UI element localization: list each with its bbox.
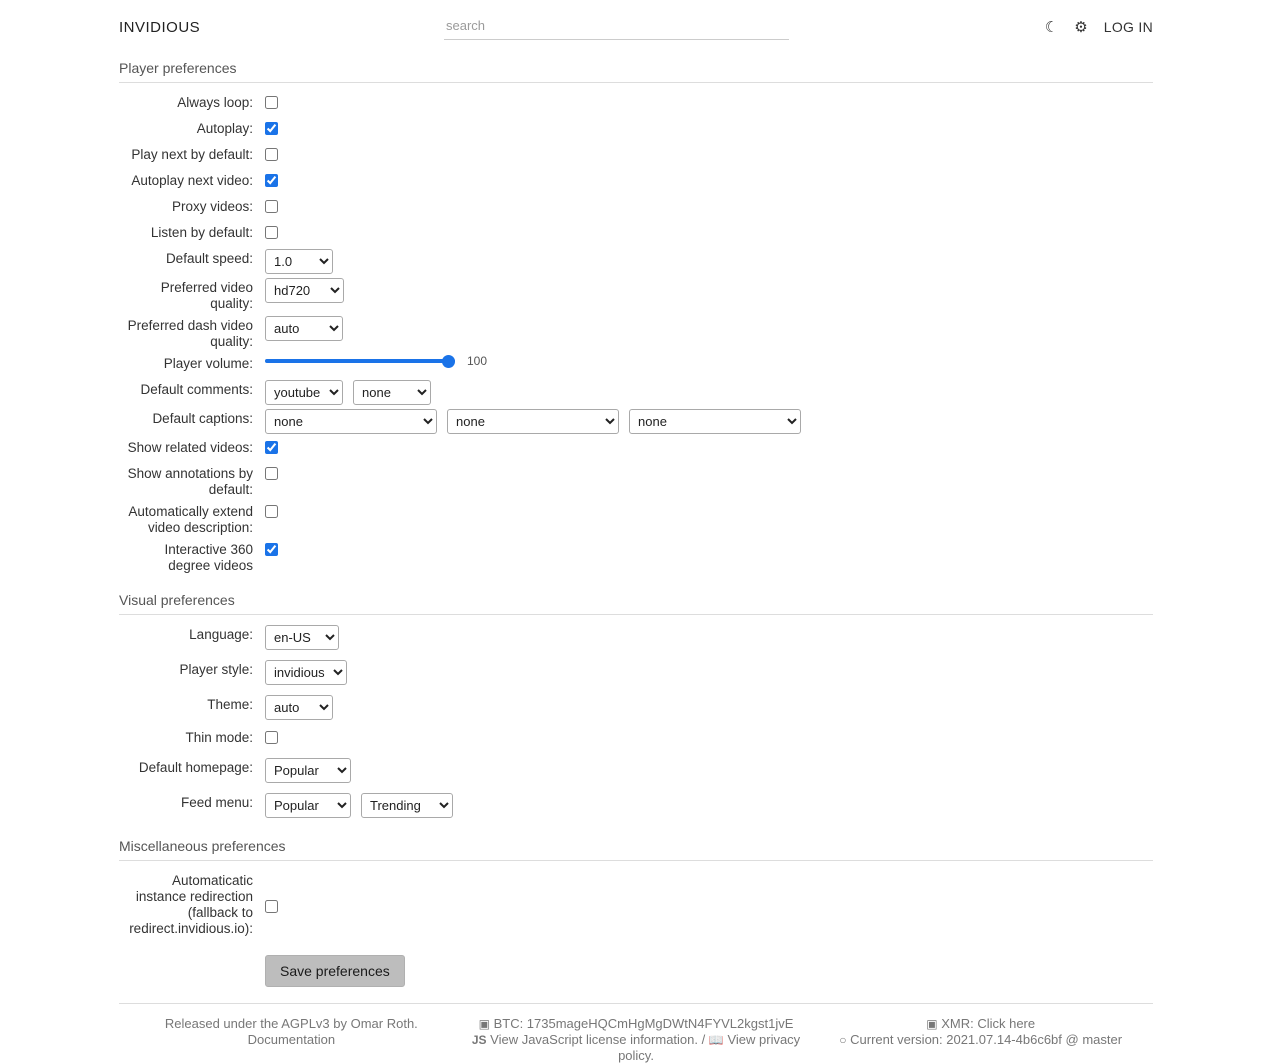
select-default-captions-3[interactable] bbox=[629, 409, 801, 434]
pref-row-default-homepage bbox=[119, 758, 1153, 783]
label-autoplay: Autoplay: bbox=[196, 121, 253, 136]
checkbox-autoplay-next[interactable] bbox=[265, 174, 278, 187]
checkbox-instance-redirect[interactable] bbox=[265, 900, 278, 913]
xmr-link[interactable]: XMR: Click here bbox=[941, 1016, 1036, 1031]
label-autoplay-next: Autoplay next video: bbox=[131, 173, 253, 188]
select-default-comments-2[interactable] bbox=[353, 380, 431, 405]
label-proxy-videos: Proxy videos: bbox=[171, 199, 253, 214]
top-navbar bbox=[0, 0, 1272, 54]
select-video-quality[interactable] bbox=[265, 278, 344, 303]
label-default-comments: Default comments: bbox=[140, 382, 253, 397]
label-default-speed: Default speed: bbox=[165, 251, 253, 266]
footer-separator: / bbox=[701, 1032, 706, 1047]
pref-row-instance-redirect bbox=[119, 871, 1153, 937]
player-volume-value: 100 bbox=[467, 354, 488, 368]
label-annotations: Show annotations by default: bbox=[127, 466, 253, 497]
label-listen-default: Listen by default: bbox=[150, 225, 253, 240]
moon-icon[interactable]: ☾ bbox=[1044, 18, 1059, 36]
javascript-license-link[interactable]: View JavaScript license information. bbox=[490, 1032, 698, 1047]
select-player-style[interactable] bbox=[265, 660, 347, 685]
checkbox-always-loop[interactable] bbox=[265, 96, 278, 109]
label-dash-quality: Preferred dash video quality: bbox=[127, 318, 253, 349]
select-default-comments-1[interactable] bbox=[265, 380, 343, 405]
btc-link[interactable]: BTC: 1735mageHQCmHgMgDWtN4FYVL2kgst1jvE bbox=[493, 1016, 794, 1031]
checkbox-interactive-360[interactable] bbox=[265, 543, 278, 556]
pref-row-interactive-360 bbox=[119, 540, 1153, 574]
pref-row-player-style bbox=[119, 660, 1153, 685]
pref-row-dash-quality bbox=[119, 316, 1153, 350]
select-default-speed[interactable] bbox=[265, 249, 333, 274]
select-feed-menu-1[interactable] bbox=[265, 793, 351, 818]
checkbox-autoplay[interactable] bbox=[265, 122, 278, 135]
pref-row-default-captions bbox=[119, 409, 1153, 434]
label-related-videos: Show related videos: bbox=[127, 440, 253, 455]
select-default-homepage[interactable] bbox=[265, 758, 351, 783]
brand-logo[interactable]: INVIDIOUS bbox=[119, 18, 201, 36]
select-dash-quality[interactable] bbox=[265, 316, 343, 341]
save-row bbox=[119, 955, 1153, 987]
footer-version-col bbox=[808, 1016, 1153, 1064]
select-feed-menu-2[interactable] bbox=[361, 793, 453, 818]
pref-row-autoplay bbox=[119, 119, 1153, 141]
pref-row-annotations bbox=[119, 464, 1153, 498]
section-title-misc: Miscellaneous preferences bbox=[119, 832, 1153, 861]
checkbox-thin-mode[interactable] bbox=[265, 731, 278, 744]
checkbox-proxy-videos[interactable] bbox=[265, 200, 278, 213]
label-default-homepage: Default homepage: bbox=[138, 760, 253, 775]
label-player-volume: Player volume: bbox=[163, 356, 253, 371]
documentation-link[interactable]: Documentation bbox=[247, 1032, 336, 1047]
pref-row-default-comments bbox=[119, 380, 1153, 405]
navbar-right bbox=[1045, 19, 1153, 35]
select-default-captions-1[interactable] bbox=[265, 409, 437, 434]
monero-icon: ▣ bbox=[478, 1017, 490, 1031]
pref-row-play-next bbox=[119, 145, 1153, 167]
pref-row-language bbox=[119, 625, 1153, 650]
label-player-style: Player style: bbox=[179, 662, 253, 677]
label-extend-description: Automatically extend video description: bbox=[128, 504, 253, 535]
slider-player-volume[interactable] bbox=[265, 359, 455, 363]
label-play-next: Play next by default: bbox=[131, 147, 253, 162]
pref-row-related-videos bbox=[119, 438, 1153, 460]
checkbox-extend-description[interactable] bbox=[265, 505, 278, 518]
pref-row-feed-menu bbox=[119, 793, 1153, 818]
label-interactive-360: Interactive 360 degree videos bbox=[164, 542, 253, 573]
section-title-player: Player preferences bbox=[119, 54, 1153, 83]
label-theme: Theme: bbox=[207, 697, 253, 712]
footer-donate-col bbox=[464, 1016, 809, 1064]
login-link[interactable]: LOG IN bbox=[1103, 19, 1153, 35]
github-icon: ○ bbox=[839, 1033, 847, 1047]
preferences-content bbox=[0, 54, 1272, 987]
pref-row-always-loop bbox=[119, 93, 1153, 115]
select-default-captions-2[interactable] bbox=[447, 409, 619, 434]
label-language: Language: bbox=[189, 627, 253, 642]
section-title-visual: Visual preferences bbox=[119, 586, 1153, 615]
pref-row-thin-mode bbox=[119, 728, 1153, 750]
label-default-captions: Default captions: bbox=[152, 411, 253, 426]
search-box[interactable] bbox=[444, 14, 789, 40]
current-version-link[interactable]: Current version: 2021.07.14-4b6c6bf @ master bbox=[850, 1032, 1123, 1047]
footer-license-text: Released under the AGPLv3 by Omar Roth. bbox=[164, 1016, 418, 1031]
label-thin-mode: Thin mode: bbox=[185, 730, 253, 745]
gear-icon[interactable]: ⚙ bbox=[1074, 18, 1088, 36]
page-footer bbox=[119, 1003, 1153, 1064]
privacy-policy-link[interactable]: View privacy policy. bbox=[618, 1032, 801, 1063]
select-theme[interactable] bbox=[265, 695, 333, 720]
pref-row-autoplay-next bbox=[119, 171, 1153, 193]
checkbox-listen-default[interactable] bbox=[265, 226, 278, 239]
search-input[interactable] bbox=[444, 14, 789, 40]
js-badge-icon: JS bbox=[471, 1033, 487, 1047]
label-always-loop: Always loop: bbox=[177, 95, 253, 110]
pref-row-extend-description bbox=[119, 502, 1153, 536]
label-feed-menu: Feed menu: bbox=[180, 795, 253, 810]
pref-row-default-speed bbox=[119, 249, 1153, 274]
checkbox-related-videos[interactable] bbox=[265, 441, 278, 454]
monero-icon-xmr: ▣ bbox=[926, 1017, 938, 1031]
select-language[interactable] bbox=[265, 625, 339, 650]
label-instance-redirect: Automaticatic instance redirection (fallback to redirect.invidious.io): bbox=[129, 873, 253, 936]
book-icon: 📖 bbox=[708, 1033, 724, 1047]
pref-row-player-volume bbox=[119, 354, 1153, 376]
pref-row-listen-default bbox=[119, 223, 1153, 245]
footer-license-col bbox=[119, 1016, 464, 1064]
pref-row-video-quality bbox=[119, 278, 1153, 312]
checkbox-play-next[interactable] bbox=[265, 148, 278, 161]
checkbox-annotations[interactable] bbox=[265, 467, 278, 480]
pref-row-theme bbox=[119, 695, 1153, 720]
pref-row-proxy-videos bbox=[119, 197, 1153, 219]
label-video-quality: Preferred video quality: bbox=[160, 280, 253, 311]
save-preferences-button[interactable]: Save preferences bbox=[265, 955, 405, 987]
